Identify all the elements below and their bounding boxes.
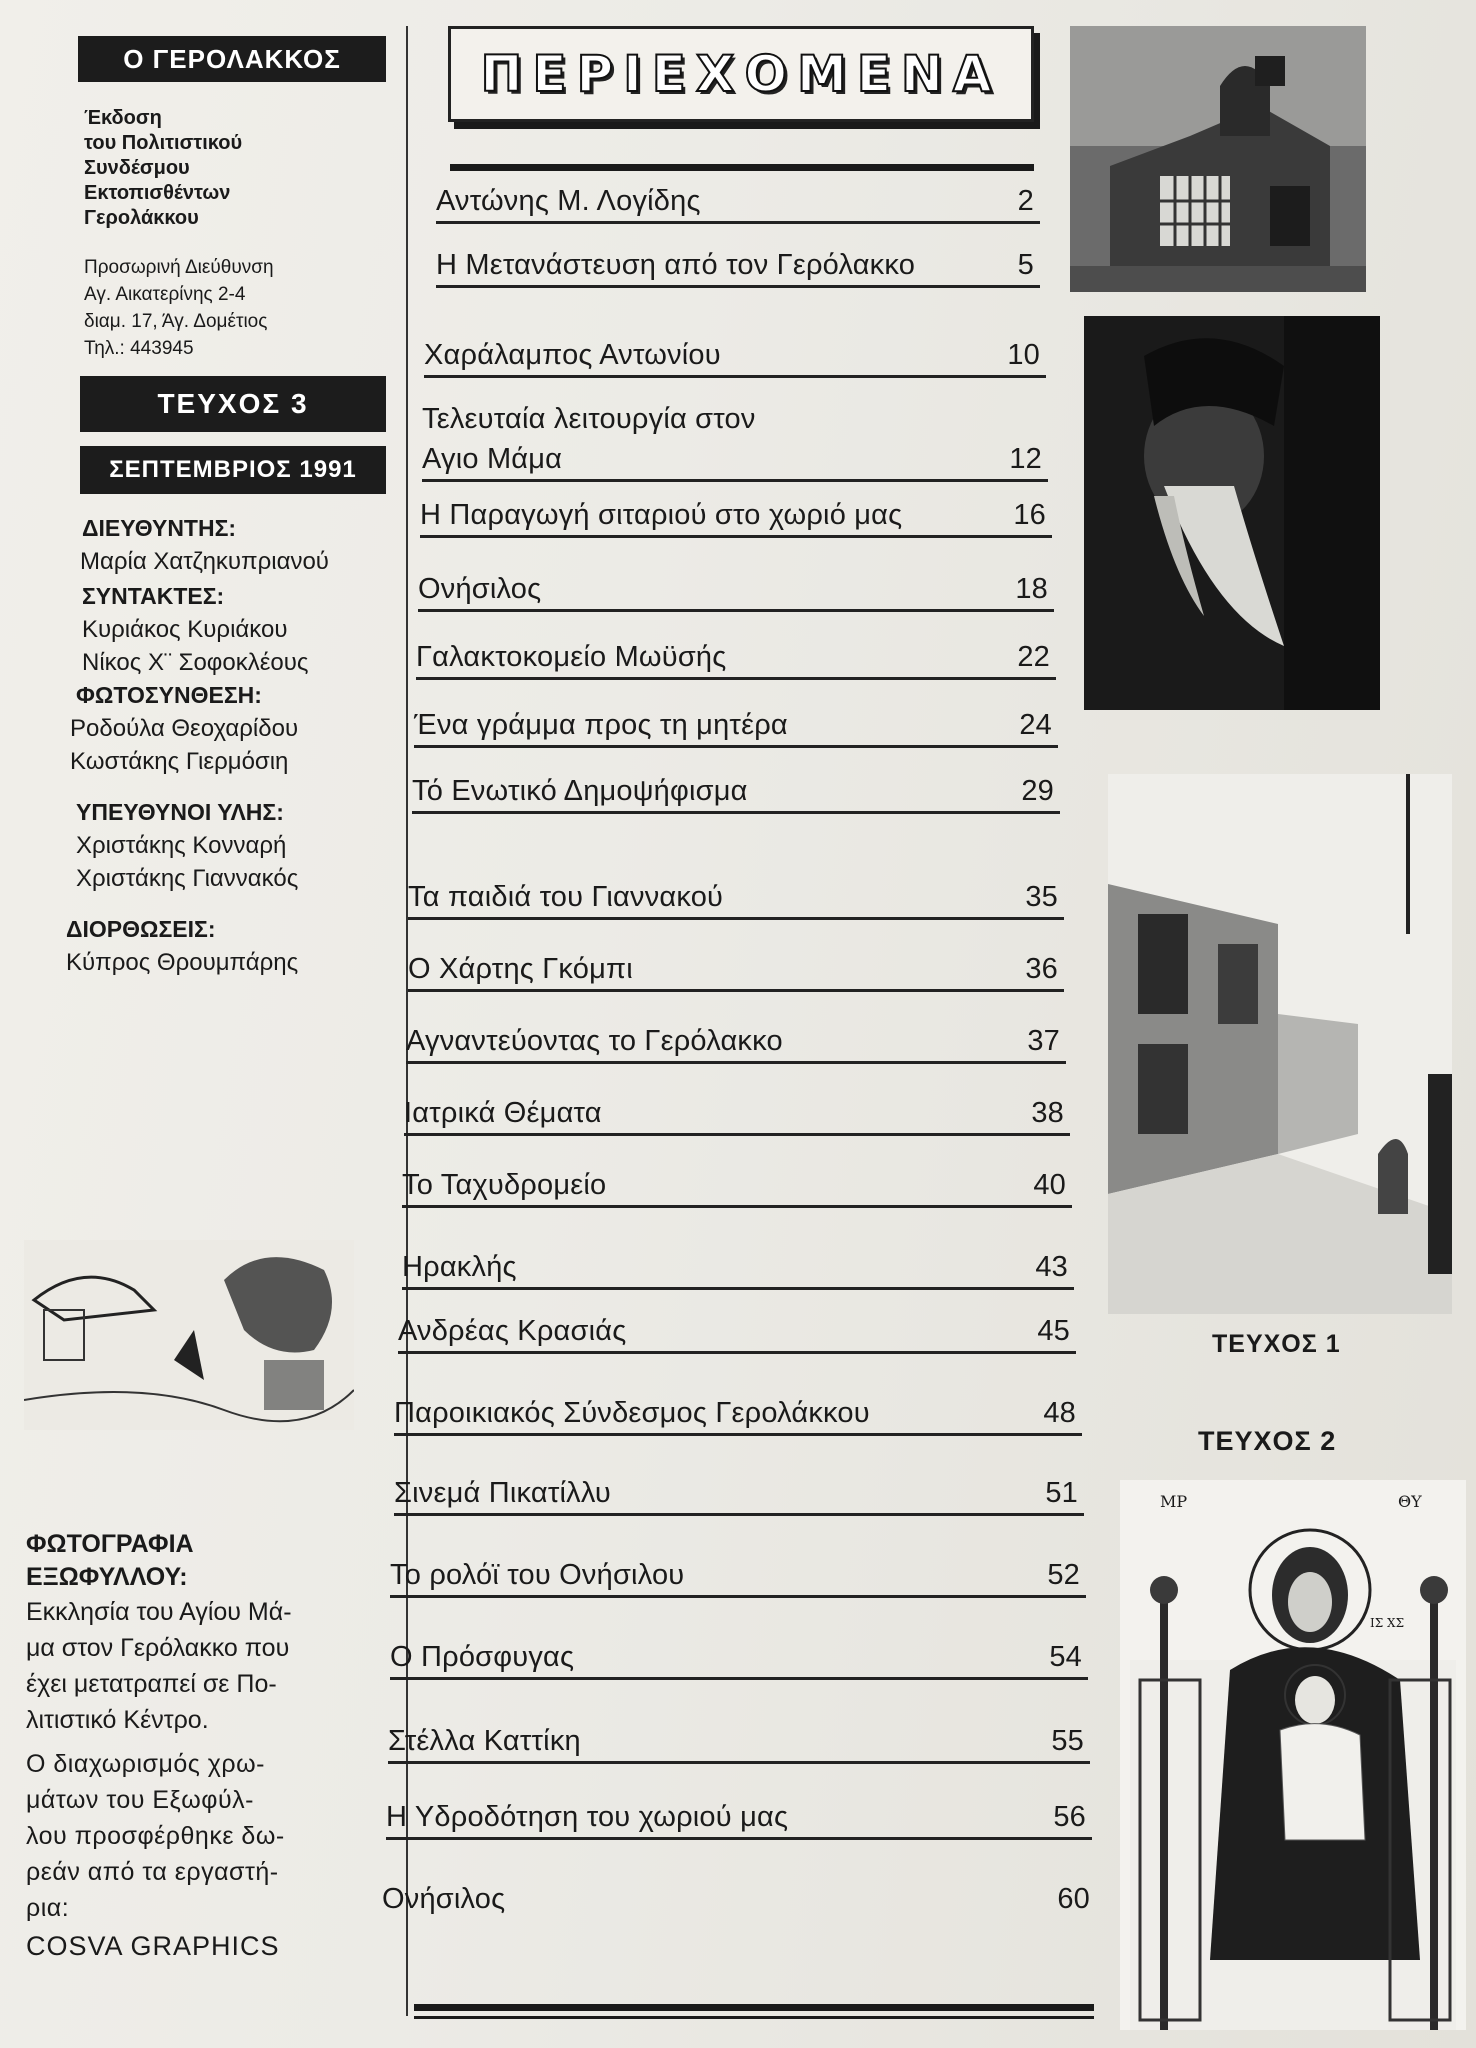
toc-page: 40 — [1033, 1169, 1066, 1201]
toc-entry[interactable] — [408, 876, 1064, 920]
toc-title: Η Παραγωγή σιταριού στο χωριό μας — [420, 499, 903, 531]
toc-title: Αντώνης Μ. Λογίδης — [436, 185, 701, 217]
note-line: ρεάν από τα εργαστή- — [26, 1858, 279, 1886]
toc-title: Αγναντεύοντας το Γερόλακκο — [406, 1025, 783, 1057]
toc-page: 16 — [1013, 499, 1046, 531]
bottom-rule — [414, 2004, 1094, 2011]
credit-name: Κυριάκος Κυριάκου — [82, 616, 288, 643]
note-line: ρια: — [26, 1894, 70, 1922]
church-photo — [1070, 26, 1366, 292]
credit-label: ΥΠΕΥΘΥΝΟΙ ΥΛΗΣ: — [76, 799, 284, 825]
toc-title: Γαλακτοκομείο Μωϋσής — [416, 641, 727, 673]
toc-rule — [436, 285, 1040, 288]
toc-page: 55 — [1051, 1725, 1084, 1757]
toc-rule — [408, 917, 1064, 920]
credit-label: ΔΙΟΡΘΩΣΕΙΣ: — [66, 916, 216, 942]
masthead-title: Ο ΓΕΡΟΛΑΚΚΟΣ — [78, 36, 386, 82]
toc-entry[interactable] — [402, 1164, 1072, 1208]
note-line: λου προσφέρθηκε δω- — [26, 1822, 285, 1850]
toc-title: Το ρολόϊ του Ονήσιλου — [390, 1559, 685, 1591]
toc-page: 22 — [1017, 641, 1050, 673]
toc-rule — [390, 1595, 1086, 1598]
toc-page: 10 — [1007, 339, 1040, 371]
toc-title: Το Ταχυδρομείο — [402, 1169, 607, 1201]
toc-rule — [398, 1351, 1076, 1354]
toc-title: Χαράλαμπος Αντωνίου — [424, 339, 721, 371]
toc-page: 56 — [1053, 1801, 1086, 1833]
toc-page: 18 — [1015, 573, 1048, 605]
contents-heading-box — [448, 26, 1034, 122]
toc-entry[interactable] — [414, 704, 1058, 748]
cover-label: ΕΞΩΦΥΛΛΟΥ: — [26, 1563, 188, 1591]
toc-entry[interactable] — [418, 568, 1054, 612]
publisher-line: Εκτοπισθέντων — [84, 182, 231, 204]
issue-2-caption: ΤΕΥΧΟΣ 2 — [1198, 1426, 1337, 1456]
phone-number: Τηλ.: 443945 — [84, 338, 194, 359]
toc-rule — [394, 1513, 1084, 1516]
toc-rule — [386, 1837, 1092, 1840]
top-rule — [450, 164, 1034, 171]
publisher-info — [84, 106, 384, 231]
toc-title: Στέλλα Καττίκη — [388, 1725, 581, 1757]
toc-entry[interactable] — [420, 494, 1052, 538]
toc-entry[interactable] — [386, 1796, 1092, 1840]
bottom-rule-thin — [414, 2016, 1094, 2019]
toc-entry[interactable] — [394, 1472, 1084, 1516]
icon-image-frame — [1120, 1480, 1466, 2030]
toc-page: 5 — [1017, 249, 1034, 281]
toc-entry[interactable] — [436, 180, 1040, 224]
toc-rule — [406, 1061, 1066, 1064]
credit-name: Νίκος Χ¨ Σοφοκλέους — [82, 649, 309, 676]
cover-photo-info — [26, 1528, 356, 1964]
address-line: διαμ. 17, Άγ. Δομέτιος — [84, 311, 268, 332]
credit-label: ΦΩΤΟΣΥΝΘΕΣΗ: — [76, 682, 262, 708]
toc-entry[interactable] — [436, 244, 1040, 288]
issue-date: ΣΕΠΤΕΜΒΡΙΟΣ 1991 — [80, 446, 386, 494]
issue-1-caption: ΤΕΥΧΟΣ 1 — [1212, 1330, 1341, 1358]
toc-page: 43 — [1035, 1251, 1068, 1283]
toc-rule — [404, 1133, 1070, 1136]
icon-label-child: ΙΣ ΧΣ — [1370, 1616, 1405, 1630]
toc-rule — [420, 535, 1052, 538]
cover-description-line: λιτιστικό Κέντρο. — [26, 1706, 209, 1734]
icon-label-left: ΜΡ — [1160, 1492, 1188, 1511]
toc-page: 29 — [1021, 775, 1054, 807]
toc-page: 51 — [1045, 1477, 1078, 1509]
toc-page: 48 — [1043, 1397, 1076, 1429]
toc-rule — [388, 1761, 1090, 1764]
toc-title: Σινεμά Πικατίλλυ — [394, 1477, 611, 1509]
toc-page: 37 — [1027, 1025, 1060, 1057]
toc-entry[interactable] — [408, 948, 1064, 992]
elder-portrait-photo — [1084, 316, 1380, 710]
toc-page: 45 — [1037, 1315, 1070, 1347]
toc-page: 35 — [1025, 881, 1058, 913]
credit-name: Χριστάκης Γιαννακός — [76, 865, 299, 892]
credit-typesetting — [70, 679, 406, 778]
credit-name: Ροδούλα Θεοχαρίδου — [70, 715, 299, 742]
toc-title: Ο Πρόσφυγας — [390, 1641, 575, 1673]
credits — [66, 512, 406, 979]
toc-title: Τα παιδιά του Γιαννακού — [408, 881, 724, 913]
toc-page: 24 — [1019, 709, 1052, 741]
toc-title: Ιατρικά Θέματα — [404, 1097, 602, 1129]
toc-rule — [408, 989, 1064, 992]
toc-title: Τελευταία λειτουργία στον — [422, 403, 756, 435]
cover-description-line: έχει μετατραπεί σε Πο- — [26, 1670, 277, 1698]
toc-rule — [436, 221, 1040, 224]
toc-title: Ο Χάρτης Γκόμπι — [408, 953, 633, 985]
credit-name: Κύπρος Θρουμπάρης — [66, 949, 299, 976]
publisher-line: Γερολάκκου — [84, 207, 199, 229]
issue-number: ΤΕΥΧΟΣ 3 — [80, 376, 386, 432]
village-street-photo — [1108, 774, 1452, 1314]
toc-rule — [394, 1433, 1082, 1436]
toc-title: Τό Ενωτικό Δημοψήφισμα — [412, 775, 748, 807]
toc-entry[interactable] — [404, 1092, 1070, 1136]
toc-rule — [422, 479, 1048, 482]
credit-name: Χριστάκης Κονναρή — [76, 832, 287, 859]
toc-page: 54 — [1049, 1641, 1082, 1673]
virgin-and-child-icon — [1120, 1480, 1466, 2030]
address-line: Προσωρινή Διεύθυνση — [84, 257, 274, 278]
toc-entry[interactable] — [416, 636, 1056, 680]
toc-page: 12 — [1009, 443, 1042, 475]
toc-rule — [412, 811, 1060, 814]
credit-label: ΣΥΝΤΑΚΤΕΣ: — [82, 583, 225, 609]
toc-rule — [402, 1287, 1074, 1290]
toc-entry[interactable] — [412, 770, 1060, 814]
credit-name: Μαρία Χατζηκυπριανού — [80, 548, 329, 575]
address-line: Αγ. Αικατερίνης 2-4 — [84, 284, 246, 305]
toc-rule — [414, 745, 1058, 748]
cover-description-line: Εκκλησία του Αγίου Μά- — [26, 1598, 292, 1626]
publisher-line: του Πολιτιστικού — [84, 132, 243, 154]
note-line: μάτων του Εξωφύλ- — [26, 1786, 254, 1814]
color-separation-note — [26, 1746, 356, 1926]
cover-label: ΦΩΤΟΓΡΑΦΙΑ — [26, 1530, 194, 1558]
toc-page: 60 — [1057, 1883, 1090, 1915]
note-line: Ο διαχωρισμός χρω- — [26, 1750, 265, 1778]
address-block — [84, 254, 384, 362]
toc-rule — [390, 1677, 1088, 1680]
publisher-line: Έκδοση — [84, 107, 162, 129]
toc-title: Παροικιακός Σύνδεσμος Γερολάκκου — [394, 1397, 870, 1429]
publisher-line: Συνδέσμου — [84, 157, 190, 179]
toc-entry[interactable] — [424, 334, 1046, 378]
credit-material — [76, 796, 406, 895]
toc-title: Ένα γράμμα προς τη μητέρα — [414, 709, 788, 741]
toc-page: 36 — [1025, 953, 1058, 985]
toc-entry[interactable] — [422, 398, 1048, 482]
toc-rule — [416, 677, 1056, 680]
toc-entry[interactable] — [390, 1554, 1086, 1598]
credit-editors — [82, 580, 406, 679]
credit-label: ΔΙΕΥΘΥΝΤΗΣ: — [82, 515, 237, 541]
toc-entry[interactable] — [390, 1636, 1088, 1680]
toc-title: Η Υδροδότηση του χωριού μας — [386, 1801, 789, 1833]
contents-heading: ΠΕΡΙΕΧΟΜΕΝΑ — [480, 45, 1002, 103]
toc-rule — [418, 609, 1054, 612]
toc-entry[interactable] — [394, 1392, 1082, 1436]
toc-rule — [402, 1205, 1072, 1208]
toc-entry[interactable] — [398, 1310, 1076, 1354]
cover-description-line: μα στον Γερόλακκο που — [26, 1634, 290, 1662]
toc-entry[interactable] — [382, 1878, 1096, 1922]
toc-page: 2 — [1017, 185, 1034, 217]
sponsor-name: COSVA GRAPHICS — [26, 1931, 280, 1961]
icon-label-right: ΘΥ — [1398, 1492, 1422, 1511]
toc-page: 38 — [1031, 1097, 1064, 1129]
toc-title: Η Μετανάστευση από τον Γερόλακκο — [436, 249, 916, 281]
village-sketch-image — [24, 1240, 354, 1430]
toc-title: Ανδρέας Κρασιάς — [398, 1315, 627, 1347]
toc-title: Ονήσιλος — [418, 573, 542, 605]
toc-entry[interactable] — [402, 1246, 1074, 1290]
credit-proofreading — [66, 913, 406, 979]
toc-page: 52 — [1047, 1559, 1080, 1591]
toc-title-continued: Αγιο Μάμα — [422, 443, 563, 475]
toc-entry[interactable] — [406, 1020, 1066, 1064]
toc-title: Ονήσιλος — [382, 1883, 506, 1915]
toc-rule — [424, 375, 1046, 378]
toc-title: Ηρακλής — [402, 1251, 517, 1283]
credit-name: Κωστάκης Γιερμόσιη — [70, 748, 289, 775]
toc-entry[interactable] — [388, 1720, 1090, 1764]
credit-director — [82, 512, 406, 578]
